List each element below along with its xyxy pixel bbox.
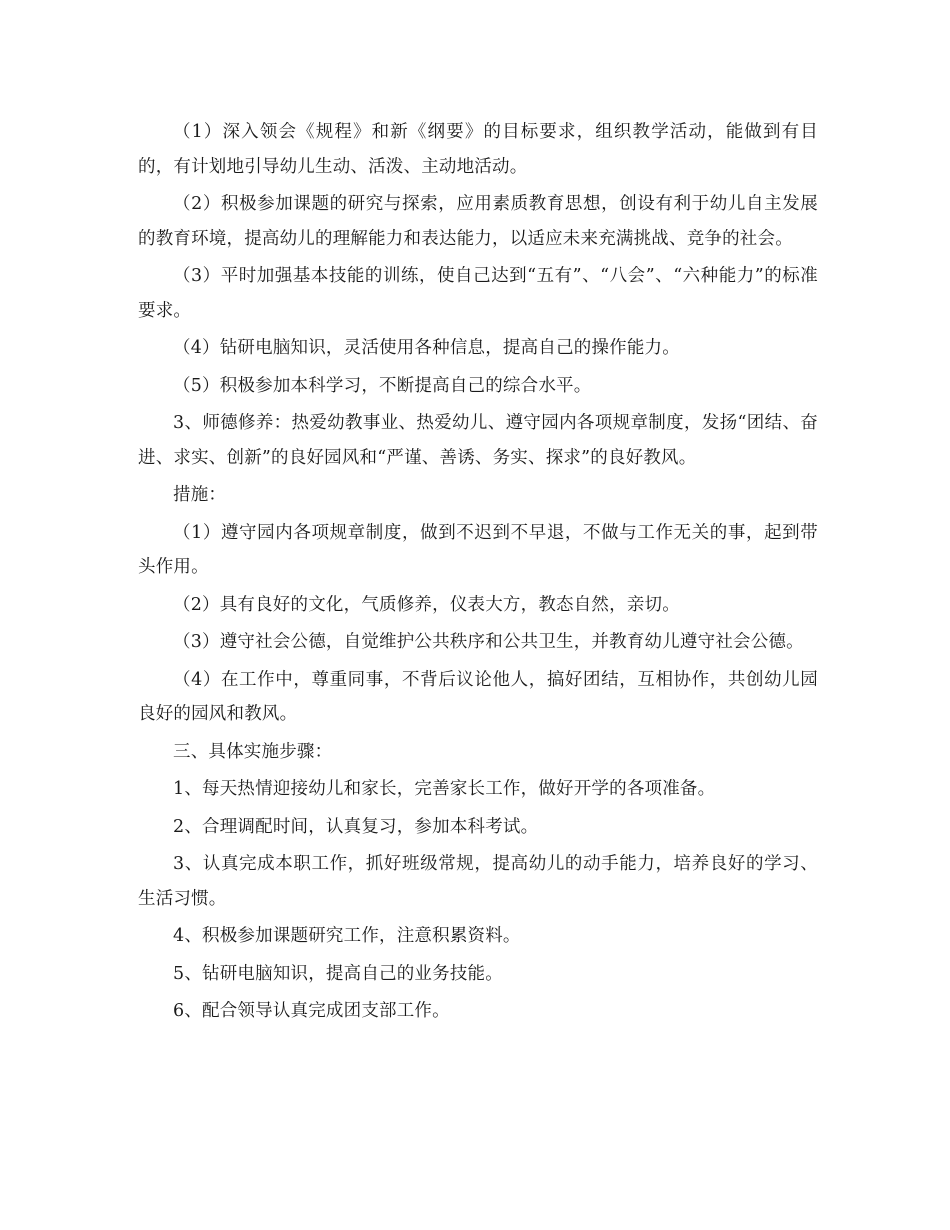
paragraph-step-6: 6、配合领导认真完成团支部工作。 — [173, 1001, 450, 1021]
section-heading-steps: 三、具体实施步骤： — [173, 741, 333, 762]
paragraph-step-2: 2、合理调配时间，认真复习，参加本科考试。 — [173, 816, 539, 837]
paragraph-goal-3: （3）平时加强基本技能的训练，使自己达到“五有”、“八会”、“六种能力”的标准要求。 — [138, 266, 818, 321]
paragraph-ethics-heading: 3、师德修养：热爱幼教事业、热爱幼儿、遵守园内各项规章制度，发扬“团结、奋进、求实、创新”的良好园风和“严谨、善诱、务实、探求”的良好教风。 — [138, 413, 818, 468]
document-body — [138, 115, 818, 1032]
paragraph-step-3: 3、认真完成本职工作，抓好班级常规，提高幼儿的动手能力，培养良好的学习、生活习惯。 — [138, 854, 818, 909]
paragraph-measure-3: （3）遵守社会公德，自觉维护公共秩序和公共卫生，并教育幼儿遵守社会公德。 — [173, 632, 804, 652]
paragraph-step-1: 1、每天热情迎接幼儿和家长，完善家长工作，做好开学的各项准备。 — [173, 779, 716, 799]
paragraph-goal-2: （2）积极参加课题的研究与探索，应用素质教育思想，创设有利于幼儿自主发展的教育环境，提高幼儿的理解能力和表达能力，以适应未来充满挑战、竞争的社会。 — [138, 194, 818, 249]
paragraph-goal-1: （1）深入领会《规程》和新《纲要》的目标要求，组织教学活动，能做到有目的，有计划地引导幼儿生动、活泼、主动地活动。 — [138, 122, 818, 177]
paragraph-goal-4: （4）钻研电脑知识，灵活使用各种信息，提高自己的操作能力。 — [173, 338, 680, 358]
paragraph-measures-label: 措施： — [173, 485, 227, 505]
paragraph-step-4: 4、积极参加课题研究工作，注意积累资料。 — [173, 926, 521, 946]
paragraph-step-5: 5、钻研电脑知识，提高自己的业务技能。 — [173, 963, 503, 984]
paragraph-measure-1: （1）遵守园内各项规章制度，做到不迟到不早退，不做与工作无关的事，起到带头作用。 — [138, 522, 818, 577]
paragraph-measure-2: （2）具有良好的文化，气质修养，仪表大方，教态自然，亲切。 — [173, 594, 680, 615]
paragraph-goal-5: （5）积极参加本科学习，不断提高自己的综合水平。 — [173, 375, 592, 396]
paragraph-measure-4: （4）在工作中，尊重同事，不背后议论他人，搞好团结，互相协作，共创幼儿园良好的园风和教风。 — [138, 669, 818, 724]
